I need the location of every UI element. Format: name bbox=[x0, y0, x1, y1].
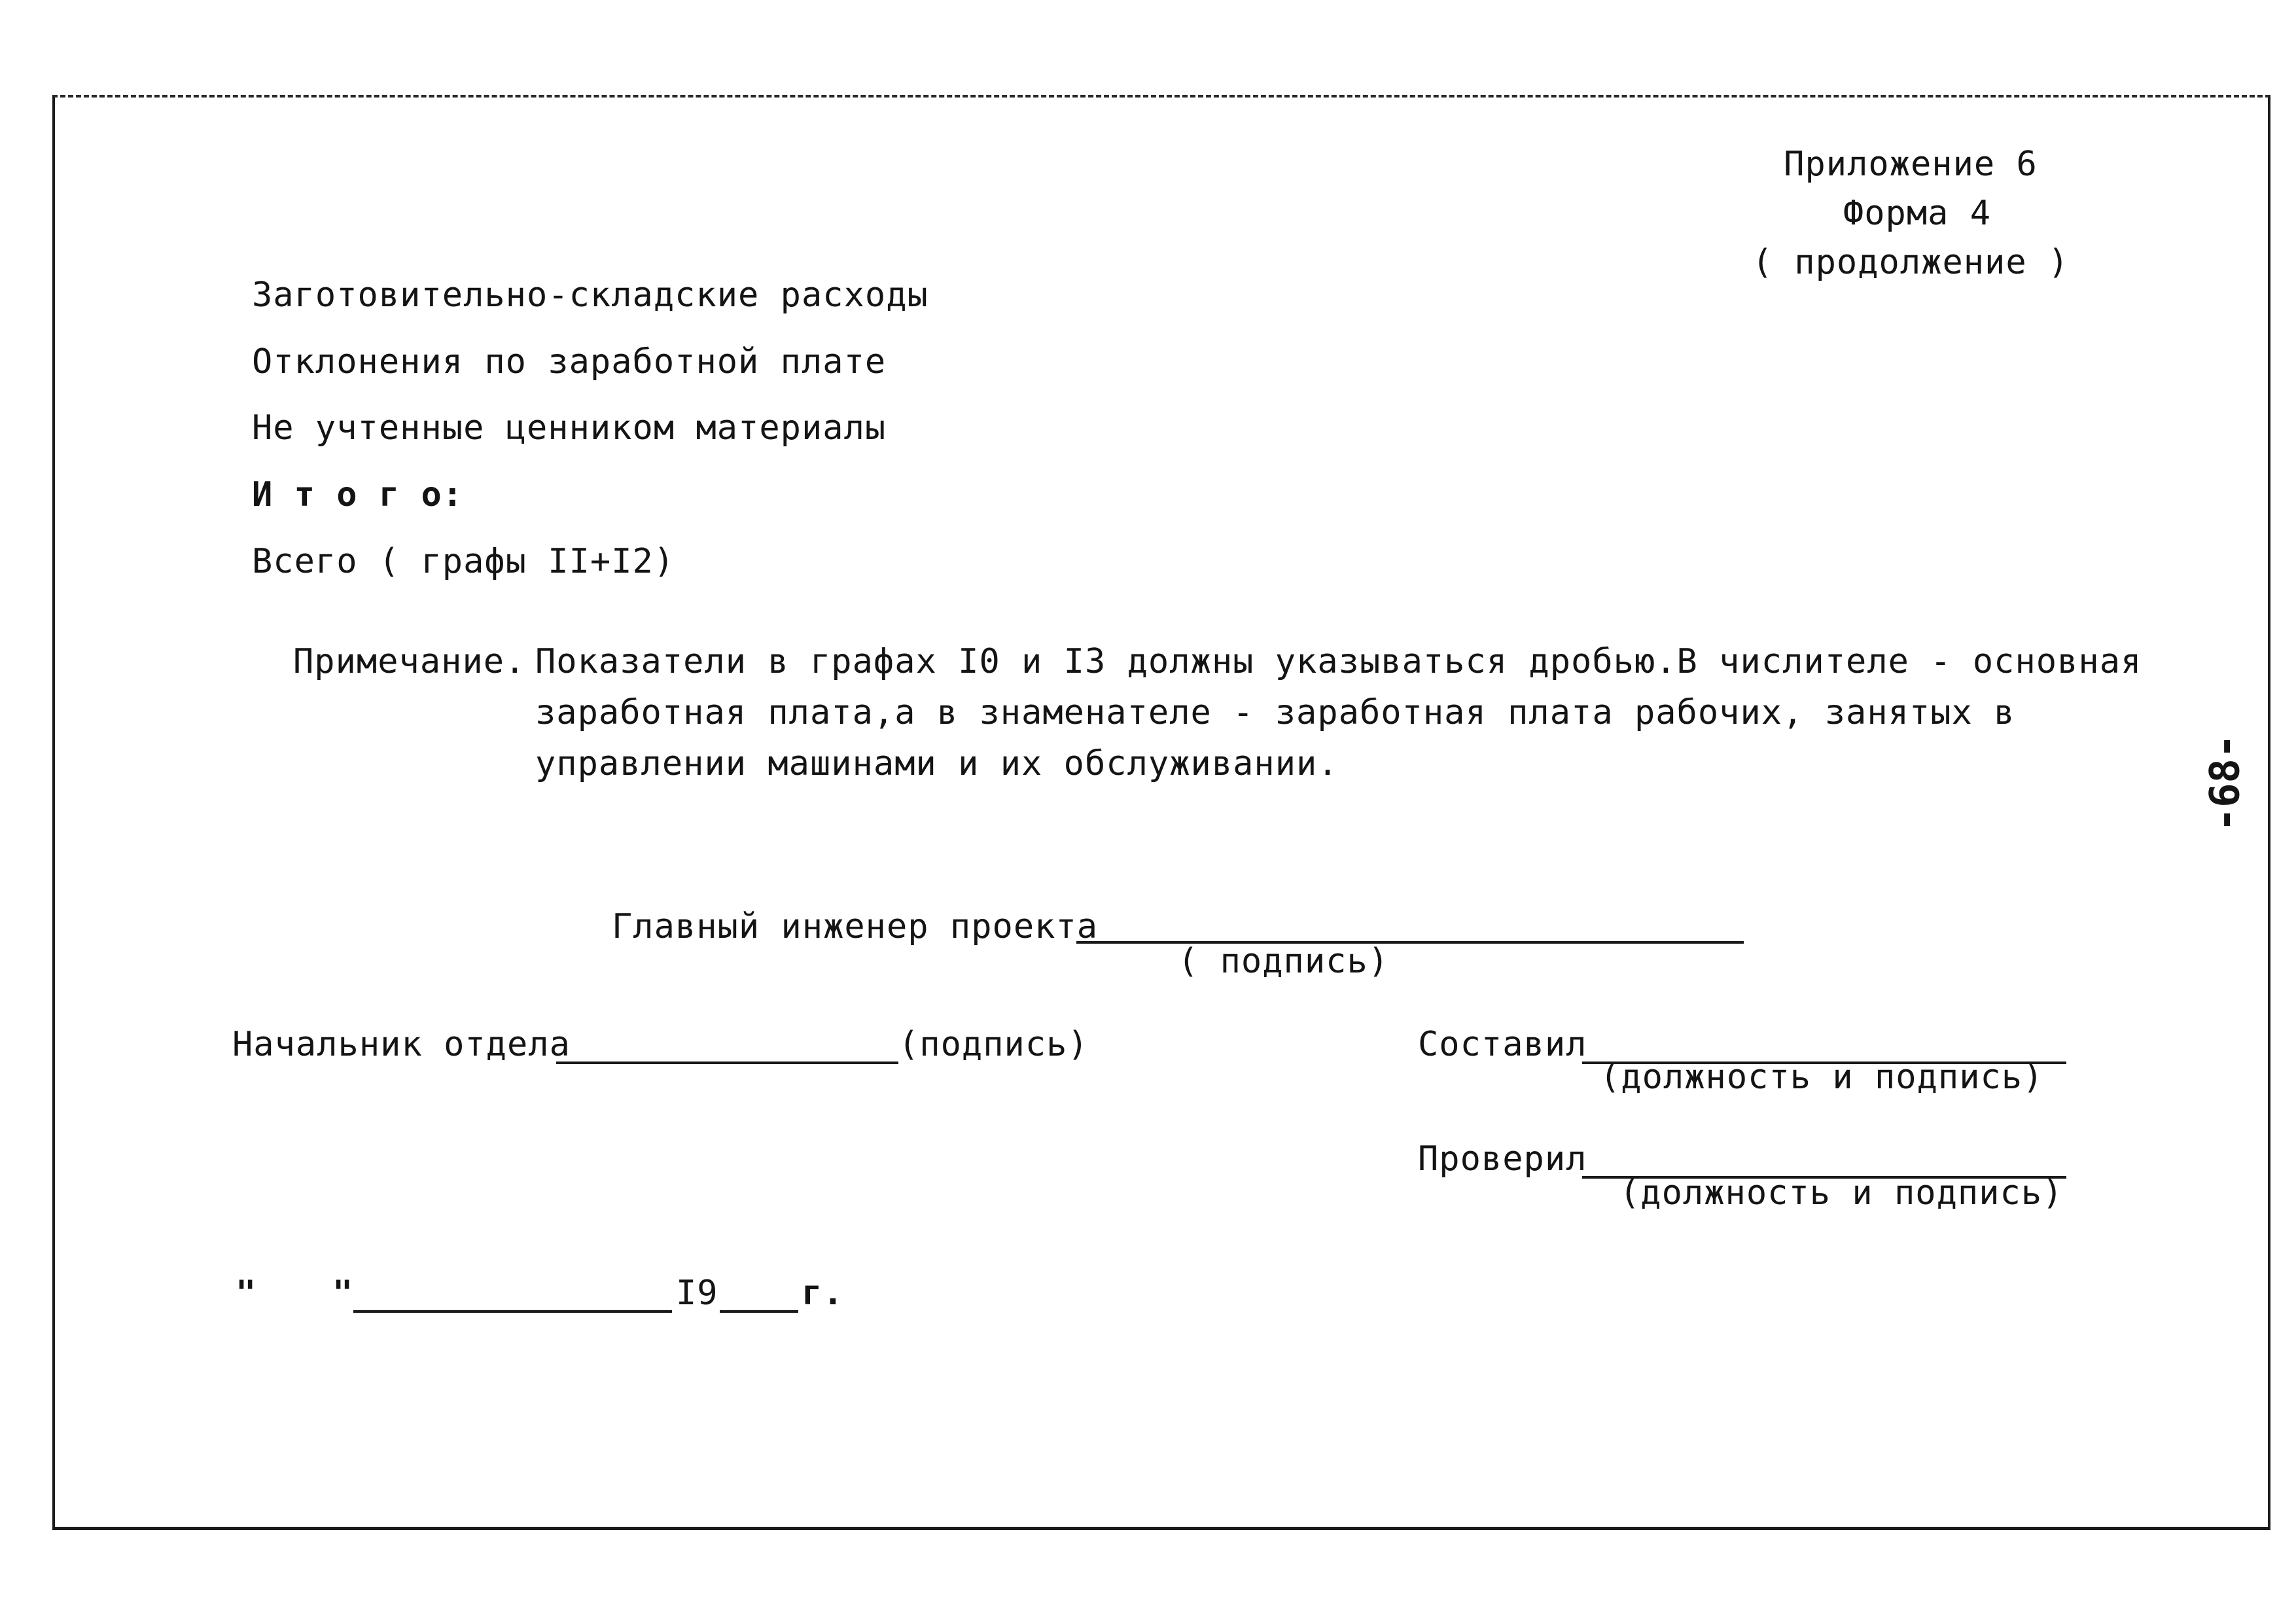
note-line-1: Показатели в графах I0 и I3 должны указываться дробью.В числителе - основная bbox=[535, 642, 2142, 681]
dept-head-signature-line bbox=[556, 1061, 898, 1064]
note-line-3: управлении машинами и их обслуживании. bbox=[535, 744, 1339, 783]
checked-label: Проверил bbox=[1418, 1139, 1587, 1179]
margin-mark bbox=[52, 419, 55, 576]
date-day-month-line bbox=[353, 1310, 672, 1313]
compiled-label: Составил bbox=[1418, 1025, 1587, 1064]
item-total: Всего ( графы II+I2) bbox=[252, 542, 675, 581]
chief-engineer-signature-line bbox=[1076, 941, 1744, 944]
date-year-prefix: I9 bbox=[676, 1274, 718, 1313]
date-year-suffix: г. bbox=[802, 1274, 844, 1313]
dept-head-caption: (подпись) bbox=[898, 1025, 1089, 1064]
date-year-line bbox=[720, 1310, 798, 1313]
page-number: -68- bbox=[2200, 734, 2249, 832]
compiled-caption: (должность и подпись) bbox=[1600, 1058, 2044, 1097]
form-label: Форма 4 bbox=[1843, 194, 1992, 233]
continuation-label: ( продолжение ) bbox=[1752, 243, 2070, 282]
item-unaccounted-materials: Не учтенные ценником материалы bbox=[252, 408, 887, 448]
item-procurement-costs: Заготовительно-складские расходы bbox=[252, 276, 928, 315]
date-quote-open: " bbox=[236, 1274, 257, 1313]
chief-engineer-label: Главный инженер проекта bbox=[612, 907, 1099, 946]
dept-head-label: Начальник отдела bbox=[232, 1025, 571, 1064]
note-label: Примечание. bbox=[293, 642, 526, 681]
date-quote-close: " bbox=[332, 1274, 354, 1313]
chief-engineer-caption: ( подпись) bbox=[1178, 942, 1390, 981]
checked-caption: (должность и подпись) bbox=[1619, 1173, 2064, 1213]
item-wage-deviations: Отклонения по заработной плате bbox=[252, 342, 887, 382]
note-line-2: заработная плата,а в знаменателе - заработная плата рабочих, занятых в bbox=[535, 693, 2015, 732]
item-subtotal: И т о г о: bbox=[252, 475, 464, 514]
appendix-label: Приложение 6 bbox=[1784, 145, 2038, 184]
